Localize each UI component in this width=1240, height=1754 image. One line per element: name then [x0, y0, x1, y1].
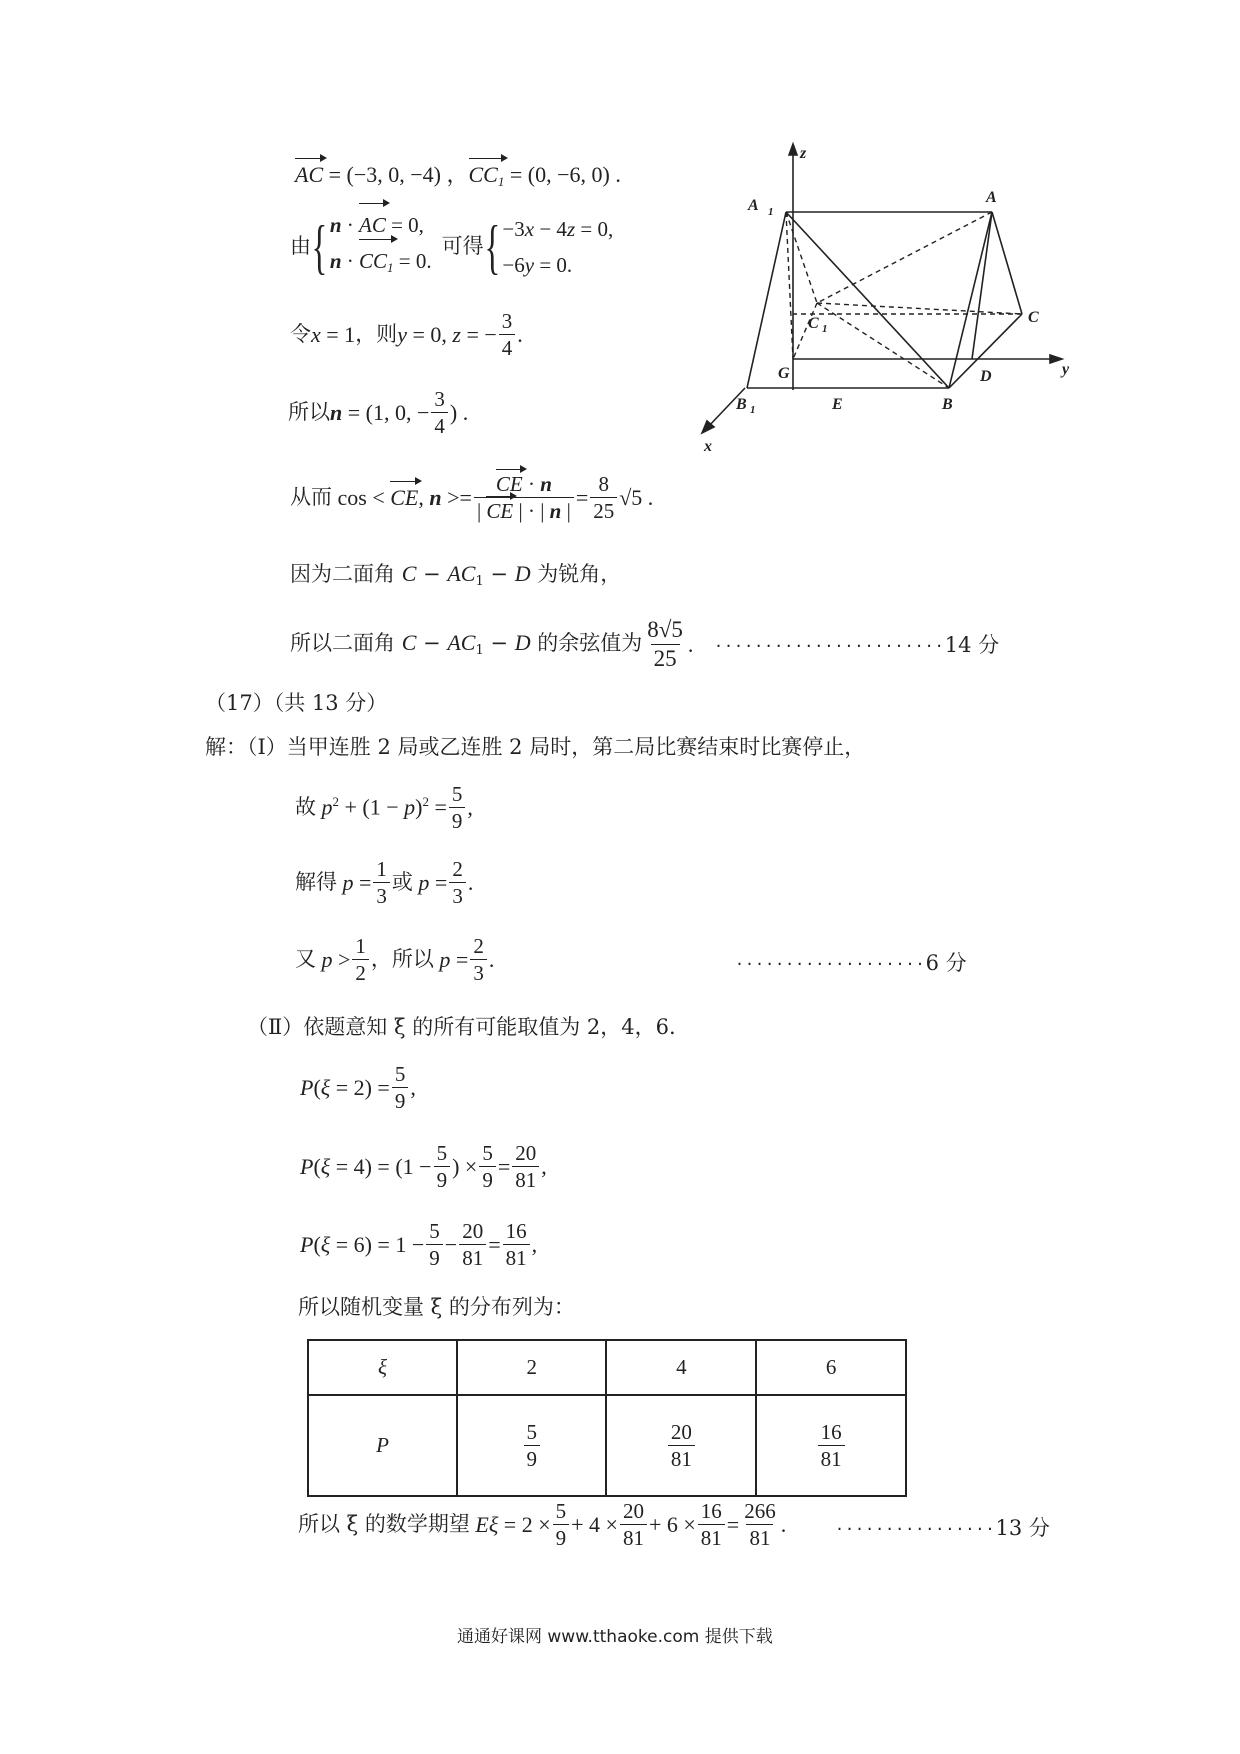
part-1-intro: 解：（Ⅰ）当甲连胜 2 局或乙连胜 2 局时，第二局比赛结束时比赛停止，: [205, 735, 866, 759]
label-c1: C: [808, 315, 819, 332]
label-g: G: [778, 365, 790, 382]
table-cell: 4: [606, 1340, 756, 1395]
table-cell: $\frac{16}{81}$: [756, 1395, 906, 1496]
prob-xi-6: P(ξ = 6) = 1 − $\frac{5}{9}$ − $\frac{20}{81}$ = $\frac{16}{81}$ ,: [300, 1219, 538, 1271]
label-z: z: [800, 145, 807, 162]
vector-ac-cc1-line: AC = (−3, 0, −4) ，$CC_1 = (0$, −6, 0) .: [295, 162, 621, 189]
prism-figure: [690, 140, 1090, 460]
score-14: ······················· 14 分: [714, 633, 1000, 657]
label-e: E: [832, 396, 843, 413]
label-a1-sub: 1: [768, 206, 774, 218]
label-a: A: [986, 189, 997, 206]
table-cell: $\frac{5}{9}$: [457, 1395, 606, 1496]
label-d: D: [980, 368, 992, 385]
acute-angle-line: 因为二面角 $C - AC_1 - D$ 为锐角，: [290, 561, 622, 589]
table-cell: P: [308, 1395, 457, 1496]
label-b1-sub: 1: [750, 404, 756, 416]
table-row: [308, 1340, 906, 1395]
table-row: [308, 1395, 906, 1496]
label-y: y: [1062, 361, 1070, 378]
cosine-value-line: 所以二面角 $C - AC_1 - D$ 的余弦值为 $\frac{8√5}{25}$ .: [290, 617, 694, 672]
label-c1-sub: 1: [822, 323, 828, 335]
label-x: x: [704, 438, 712, 455]
distribution-intro: 所以随机变量 ξ 的分布列为：: [298, 1295, 575, 1319]
normal-vector-system: 由 { n · AC = 0, $n \cdot CC_1 = 0$. 可得 { −3x − 4z = 0, −6y = 0.: [290, 207, 613, 286]
label-a1: A: [748, 197, 759, 214]
n-result-line: 所以 n = (1, 0, − $\frac{3}{4}$ ) .: [288, 387, 469, 439]
table-cell: ξ: [308, 1340, 457, 1395]
distribution-table: [307, 1339, 907, 1497]
label-b1: B: [736, 396, 747, 413]
table-cell: 2: [457, 1340, 606, 1395]
p-conclusion-line: 又 p > $\frac{1}{2}$ ，所以 p = $\frac{2}{3}$ .: [295, 934, 495, 986]
equation-p-line: 故 $p^2 + (1 - p)^2$ = $\frac{5}{9}$ ,: [295, 782, 473, 834]
score-13: ················ 13 分: [835, 1516, 1050, 1540]
let-x-line: 令 x = 1 ，则 y = 0, z = − $\frac{3}{4}$ .: [290, 309, 523, 361]
solve-p-line: 解得 p = $\frac{1}{3}$ 或 p = $\frac{2}{3}$ .: [295, 857, 474, 909]
label-c: C: [1028, 309, 1039, 326]
table-cell: $\frac{20}{81}$: [606, 1395, 756, 1496]
part-2-intro: （Ⅱ）依题意知 ξ 的所有可能取值为 2，4，6.: [247, 1015, 676, 1039]
page-footer: 通通好课网 www.tthaoke.com 提供下载: [457, 1627, 773, 1647]
prob-xi-4: P(ξ = 4) = (1 − $\frac{5}{9}$ ) × $\frac{5}{9}$ = $\frac{20}{81}$ ,: [300, 1141, 547, 1193]
label-b: B: [942, 396, 953, 413]
prob-xi-2: P(ξ = 2) = $\frac{5}{9}$ ,: [300, 1062, 416, 1114]
table-cell: 6: [756, 1340, 906, 1395]
cos-line: 从而 cos < CE, n >= $\frac{CE \cdot n}{| CE | \cdot | n |}$ = $\frac{8}{25}$ √5 .: [290, 472, 654, 524]
expectation-line: 所以 ξ 的数学期望 Eξ = 2 × $\frac{5}{9}$ + 4 × $\frac{20}{81}$ + 6 × $\frac{16}{81}$ = $\frac{266}{81}$ .: [298, 1499, 787, 1551]
score-6: ··················· 6 分: [735, 951, 967, 975]
problem-17-heading: （17）（共 13 分）: [205, 691, 388, 715]
